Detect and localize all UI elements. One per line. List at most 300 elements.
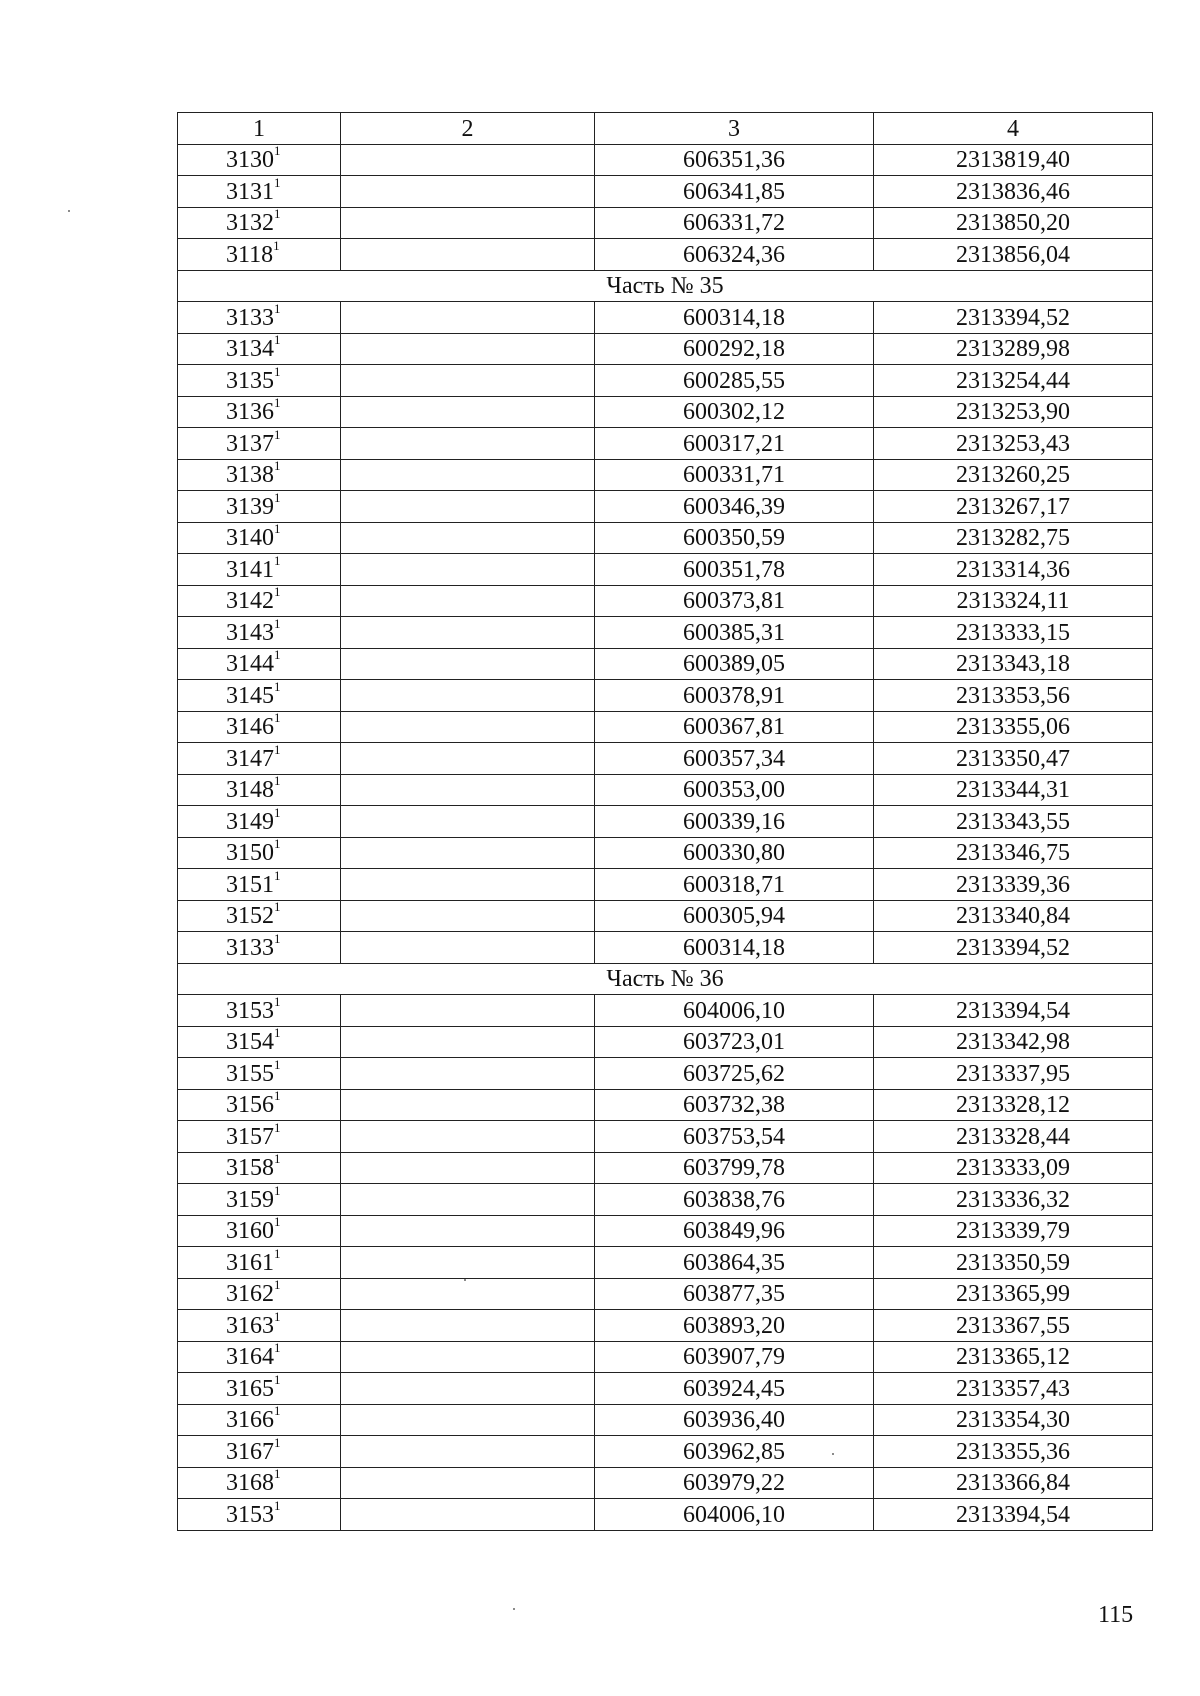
empty-cell [341,302,595,334]
point-number-cell [178,1121,341,1153]
y-coordinate-cell: 2313367,55 [874,1310,1153,1342]
y-coordinate-cell: 2313856,04 [874,239,1153,271]
empty-cell [341,1089,595,1121]
x-coordinate-cell: 600378,91 [595,680,874,712]
x-coordinate-cell: 600339,16 [595,806,874,838]
table-row [178,302,1153,334]
section-title: Часть № 35 [178,270,1153,302]
x-coordinate-cell: 600314,18 [595,932,874,964]
table-row [178,207,1153,239]
table-row [178,176,1153,208]
point-number-superscript: 1 [274,678,281,694]
point-number-cell [178,396,341,428]
y-coordinate-cell: 2313394,52 [874,302,1153,334]
point-number-superscript: 1 [274,363,281,379]
table-row [178,900,1153,932]
empty-cell [341,396,595,428]
point-number: 3150 [226,840,274,866]
empty-cell [341,554,595,586]
empty-cell [341,900,595,932]
x-coordinate-cell: 603849,96 [595,1215,874,1247]
table-row [178,459,1153,491]
y-coordinate-cell: 2313339,79 [874,1215,1153,1247]
point-number-superscript: 1 [274,395,281,410]
point-number-superscript: 1 [274,647,281,662]
point-number-superscript: 1 [274,930,281,946]
point-number: 3133 [226,934,274,961]
table-row [178,1247,1153,1279]
empty-cell [341,585,595,617]
x-coordinate-cell: 604006,10 [595,1499,874,1531]
table-row [178,774,1153,806]
y-coordinate-cell: 2313819,40 [874,144,1153,176]
point-number: 3149 [226,808,274,835]
point-number: 3156 [226,1092,274,1118]
point-number: 3153 [226,1501,274,1528]
point-number-superscript: 1 [274,867,281,883]
empty-cell [341,1310,595,1342]
point-number: 3144 [226,651,274,677]
point-number-cell [178,428,341,460]
table-row [178,711,1153,743]
table-row [178,680,1153,712]
header-row [178,113,1153,145]
empty-cell [341,207,595,239]
y-coordinate-cell: 2313289,98 [874,333,1153,365]
point-number: 3160 [226,1218,274,1244]
point-number: 3167 [226,1438,274,1465]
point-number-superscript: 1 [274,741,281,757]
scan-speck [464,1279,466,1281]
point-number: 3163 [226,1312,274,1339]
point-number-cell [178,1152,341,1184]
point-number-superscript: 1 [274,1308,281,1324]
x-coordinate-cell: 600305,94 [595,900,874,932]
empty-cell [341,176,595,208]
table-row [178,1089,1153,1121]
header-cell-1: 1 [178,113,341,145]
point-number: 3165 [226,1375,274,1402]
table-row [178,1373,1153,1405]
point-number: 3132 [226,210,274,236]
point-number-cell [178,1499,341,1531]
empty-cell [341,648,595,680]
empty-cell [341,1341,595,1373]
table-row [178,743,1153,775]
point-number-cell [178,1310,341,1342]
point-number-cell [178,333,341,365]
point-number-superscript: 1 [274,458,281,473]
y-coordinate-cell: 2313343,18 [874,648,1153,680]
x-coordinate-cell: 606351,36 [595,144,874,176]
point-number-cell [178,144,341,176]
y-coordinate-cell: 2313267,17 [874,491,1153,523]
table-row [178,806,1153,838]
point-number-superscript: 1 [274,1497,281,1513]
x-coordinate-cell: 600367,81 [595,711,874,743]
empty-cell [341,1026,595,1058]
x-coordinate-cell: 603936,40 [595,1404,874,1436]
point-number-cell [178,585,341,617]
y-coordinate-cell: 2313282,75 [874,522,1153,554]
point-number-superscript: 1 [274,1119,281,1135]
point-number: 3162 [226,1281,274,1307]
empty-cell [341,1215,595,1247]
empty-cell [341,617,595,649]
point-number: 3136 [226,399,274,425]
x-coordinate-cell: 600285,55 [595,365,874,397]
point-number-cell [178,680,341,712]
point-number-superscript: 1 [274,899,281,914]
table-row [178,365,1153,397]
x-coordinate-cell: 600318,71 [595,869,874,901]
y-coordinate-cell: 2313394,54 [874,1499,1153,1531]
point-number: 3153 [226,997,274,1024]
y-coordinate-cell: 2313353,56 [874,680,1153,712]
y-coordinate-cell: 2313324,11 [874,585,1153,617]
point-number: 3168 [226,1470,274,1496]
table-row [178,1436,1153,1468]
y-coordinate-cell: 2313253,90 [874,396,1153,428]
x-coordinate-cell: 603907,79 [595,1341,874,1373]
table-row [178,1121,1153,1153]
y-coordinate-cell: 2313337,95 [874,1058,1153,1090]
section-row [178,270,1153,302]
empty-cell [341,680,595,712]
point-number: 3159 [226,1186,274,1213]
point-number: 3134 [226,336,274,362]
point-number-superscript: 1 [274,1245,281,1261]
point-number-superscript: 1 [274,1025,281,1040]
table-body [178,144,1153,1530]
x-coordinate-cell: 600314,18 [595,302,874,334]
x-coordinate-cell: 606331,72 [595,207,874,239]
table-row [178,1467,1153,1499]
point-number-cell [178,617,341,649]
table-row [178,491,1153,523]
point-number-cell [178,711,341,743]
point-number: 3146 [226,714,274,740]
header-cell-3: 3 [595,113,874,145]
y-coordinate-cell: 2313354,30 [874,1404,1153,1436]
x-coordinate-cell: 600292,18 [595,333,874,365]
x-coordinate-cell: 603725,62 [595,1058,874,1090]
empty-cell [341,365,595,397]
empty-cell [341,428,595,460]
table-row [178,1341,1153,1373]
point-number-superscript: 1 [274,1214,281,1229]
point-number-superscript: 1 [274,426,281,442]
point-number-cell [178,932,341,964]
header-cell-4: 4 [874,113,1153,145]
empty-cell [341,837,595,869]
point-number-superscript: 1 [274,1151,281,1166]
x-coordinate-cell: 604006,10 [595,995,874,1027]
table-row [178,1058,1153,1090]
point-number-cell [178,1436,341,1468]
empty-cell [341,1121,595,1153]
empty-cell [341,711,595,743]
point-number: 3161 [226,1249,274,1276]
point-number-superscript: 1 [274,521,281,536]
table-row [178,1184,1153,1216]
point-number-cell [178,774,341,806]
empty-cell [341,459,595,491]
x-coordinate-cell: 600350,59 [595,522,874,554]
empty-cell [341,1467,595,1499]
empty-cell [341,1247,595,1279]
point-number-cell [178,491,341,523]
empty-cell [341,144,595,176]
y-coordinate-cell: 2313366,84 [874,1467,1153,1499]
empty-cell [341,774,595,806]
point-number: 3148 [226,777,274,803]
point-number: 3131 [226,178,274,205]
point-number-superscript: 1 [274,489,281,505]
point-number-superscript: 1 [274,1340,281,1355]
empty-cell [341,1184,595,1216]
table-row [178,617,1153,649]
point-number: 3137 [226,430,274,457]
y-coordinate-cell: 2313344,31 [874,774,1153,806]
y-coordinate-cell: 2313339,36 [874,869,1153,901]
point-number-cell [178,239,341,271]
point-number-cell [178,995,341,1027]
header-cell-2: 2 [341,113,595,145]
y-coordinate-cell: 2313350,59 [874,1247,1153,1279]
table-row [178,1152,1153,1184]
point-number-superscript: 1 [274,993,281,1009]
x-coordinate-cell: 600385,31 [595,617,874,649]
y-coordinate-cell: 2313342,98 [874,1026,1153,1058]
y-coordinate-cell: 2313365,99 [874,1278,1153,1310]
point-number: 3154 [226,1029,274,1055]
point-number-superscript: 1 [274,1277,281,1292]
table-row [178,522,1153,554]
point-number-superscript: 1 [274,552,281,568]
empty-cell [341,995,595,1027]
point-number-cell [178,1373,341,1405]
empty-cell [341,1404,595,1436]
x-coordinate-cell: 603864,35 [595,1247,874,1279]
table-row [178,239,1153,271]
point-number: 3135 [226,367,274,394]
point-number-cell [178,365,341,397]
x-coordinate-cell: 600331,71 [595,459,874,491]
y-coordinate-cell: 2313365,12 [874,1341,1153,1373]
x-coordinate-cell: 600357,34 [595,743,874,775]
point-number: 3152 [226,903,274,929]
scan-speck [832,1453,834,1455]
y-coordinate-cell: 2313357,43 [874,1373,1153,1405]
point-number-superscript: 1 [274,773,281,788]
empty-cell [341,1499,595,1531]
table-row [178,428,1153,460]
point-number-superscript: 1 [274,174,281,190]
x-coordinate-cell: 603979,22 [595,1467,874,1499]
x-coordinate-cell: 600317,21 [595,428,874,460]
table-row [178,144,1153,176]
point-number: 3143 [226,619,274,646]
x-coordinate-cell: 603893,20 [595,1310,874,1342]
empty-cell [341,491,595,523]
table-row [178,1499,1153,1531]
y-coordinate-cell: 2313394,54 [874,995,1153,1027]
point-number-cell [178,554,341,586]
table-row [178,1278,1153,1310]
x-coordinate-cell: 603877,35 [595,1278,874,1310]
point-number-cell [178,207,341,239]
empty-cell [341,333,595,365]
empty-cell [341,1436,595,1468]
point-number-cell [178,1184,341,1216]
empty-cell [341,239,595,271]
point-number: 3138 [226,462,274,488]
empty-cell [341,1278,595,1310]
point-number: 3158 [226,1155,274,1181]
table-row [178,1026,1153,1058]
table-row [178,554,1153,586]
x-coordinate-cell: 600373,81 [595,585,874,617]
y-coordinate-cell: 2313333,15 [874,617,1153,649]
point-number-superscript: 1 [274,836,281,851]
point-number-cell [178,1215,341,1247]
point-number: 3133 [226,304,274,331]
point-number-superscript: 1 [274,300,281,316]
table-row [178,932,1153,964]
y-coordinate-cell: 2313340,84 [874,900,1153,932]
table-row [178,648,1153,680]
y-coordinate-cell: 2313333,09 [874,1152,1153,1184]
y-coordinate-cell: 2313328,44 [874,1121,1153,1153]
x-coordinate-cell: 603732,38 [595,1089,874,1121]
point-number-cell [178,302,341,334]
point-number-cell [178,743,341,775]
point-number-cell [178,522,341,554]
table-row [178,585,1153,617]
point-number: 3118 [226,241,274,268]
point-number: 3155 [226,1060,274,1087]
y-coordinate-cell: 2313394,52 [874,932,1153,964]
point-number-cell [178,1026,341,1058]
point-number-cell [178,1341,341,1373]
x-coordinate-cell: 603924,45 [595,1373,874,1405]
section-row [178,963,1153,995]
point-number: 3166 [226,1407,274,1433]
point-number-cell [178,837,341,869]
x-coordinate-cell: 603838,76 [595,1184,874,1216]
x-coordinate-cell: 606324,36 [595,239,874,271]
x-coordinate-cell: 600346,39 [595,491,874,523]
point-number: 3145 [226,682,274,709]
point-number-cell [178,1247,341,1279]
coordinates-table [177,112,1153,1531]
point-number-superscript: 1 [274,1466,281,1481]
point-number: 3130 [226,147,274,173]
x-coordinate-cell: 600330,80 [595,837,874,869]
point-number-cell [178,900,341,932]
y-coordinate-cell: 2313254,44 [874,365,1153,397]
x-coordinate-cell: 603962,85 [595,1436,874,1468]
y-coordinate-cell: 2313836,46 [874,176,1153,208]
y-coordinate-cell: 2313355,06 [874,711,1153,743]
point-number: 3151 [226,871,274,898]
empty-cell [341,1058,595,1090]
point-number-superscript: 1 [274,1403,281,1418]
table-row [178,396,1153,428]
x-coordinate-cell: 606341,85 [595,176,874,208]
point-number-superscript: 1 [274,1056,281,1072]
table-row [178,837,1153,869]
table-row [178,1404,1153,1436]
point-number: 3157 [226,1123,274,1150]
point-number-cell [178,1089,341,1121]
point-number-cell [178,806,341,838]
empty-cell [341,1152,595,1184]
point-number-cell [178,1278,341,1310]
y-coordinate-cell: 2313850,20 [874,207,1153,239]
point-number-cell [178,459,341,491]
point-number-superscript: 1 [273,237,280,253]
table-row [178,1215,1153,1247]
empty-cell [341,932,595,964]
table-row [178,995,1153,1027]
point-number: 3141 [226,556,274,583]
page-number: 115 [1098,1602,1134,1628]
x-coordinate-cell: 603723,01 [595,1026,874,1058]
empty-cell [341,522,595,554]
y-coordinate-cell: 2313350,47 [874,743,1153,775]
point-number: 3140 [226,525,274,551]
point-number: 3164 [226,1344,274,1370]
point-number-cell [178,1404,341,1436]
table-row [178,1310,1153,1342]
point-number-superscript: 1 [274,332,281,347]
empty-cell [341,1373,595,1405]
y-coordinate-cell: 2313328,12 [874,1089,1153,1121]
point-number-superscript: 1 [274,615,281,631]
point-number-superscript: 1 [274,1182,281,1198]
table-row [178,869,1153,901]
point-number-superscript: 1 [274,584,281,599]
point-number-superscript: 1 [274,206,281,221]
point-number: 3147 [226,745,274,772]
y-coordinate-cell: 2313343,55 [874,806,1153,838]
scan-speck [513,1608,515,1610]
x-coordinate-cell: 600351,78 [595,554,874,586]
x-coordinate-cell: 603753,54 [595,1121,874,1153]
empty-cell [341,743,595,775]
x-coordinate-cell: 603799,78 [595,1152,874,1184]
point-number-superscript: 1 [274,1434,281,1450]
y-coordinate-cell: 2313355,36 [874,1436,1153,1468]
point-number: 3139 [226,493,274,520]
y-coordinate-cell: 2313336,32 [874,1184,1153,1216]
y-coordinate-cell: 2313346,75 [874,837,1153,869]
x-coordinate-cell: 600302,12 [595,396,874,428]
point-number-cell [178,176,341,208]
point-number-superscript: 1 [274,804,281,820]
x-coordinate-cell: 600389,05 [595,648,874,680]
point-number-cell [178,1058,341,1090]
y-coordinate-cell: 2313253,43 [874,428,1153,460]
point-number-superscript: 1 [274,710,281,725]
section-title: Часть № 36 [178,963,1153,995]
empty-cell [341,869,595,901]
scan-speck [68,210,70,212]
point-number-cell [178,869,341,901]
point-number-cell [178,1467,341,1499]
